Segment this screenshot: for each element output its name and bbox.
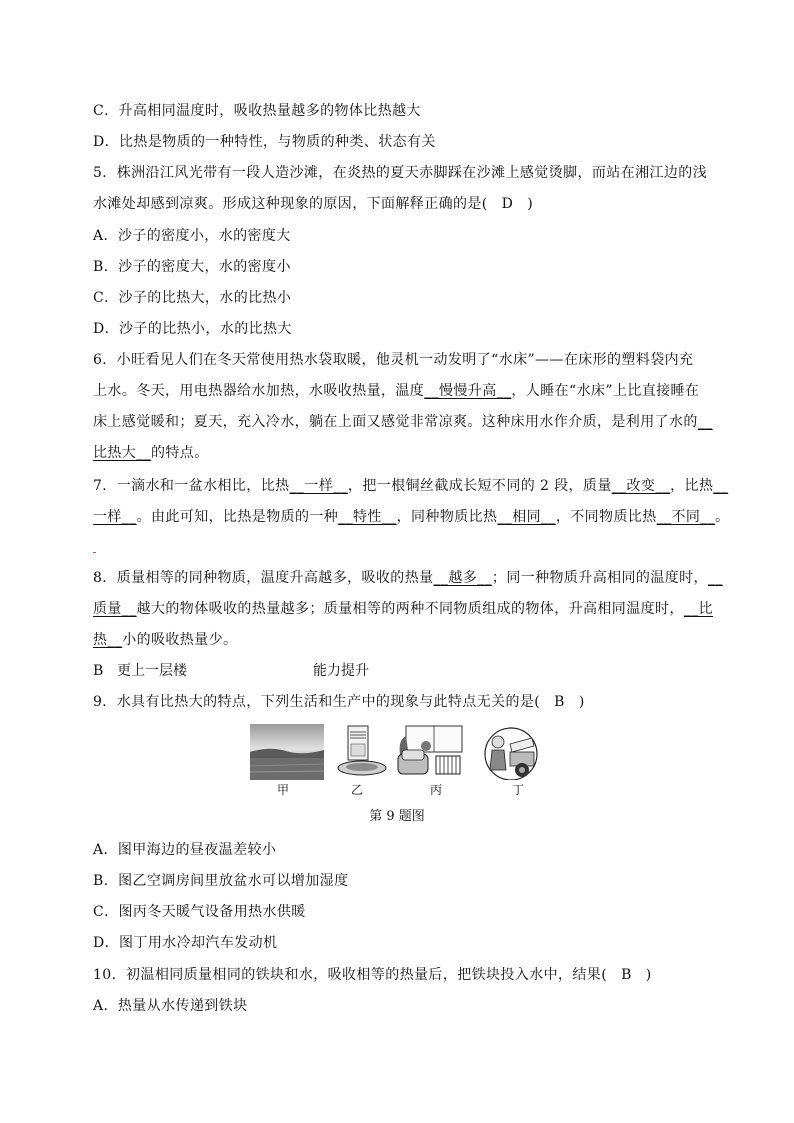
answer-blank: __不同__: [656, 509, 716, 525]
option-b-q5: [93, 257, 705, 277]
text: ，同种物质比热: [396, 509, 498, 525]
text: C．图丙冬天暖气设备用热水供暖: [93, 904, 306, 920]
option-c-q5: [93, 288, 705, 308]
answer-blank: __: [713, 478, 729, 494]
question-5-line-1: [93, 163, 708, 183]
text: ，把一根铜丝截成长短不同的 2 段，质量: [347, 478, 612, 494]
text: 。: [715, 509, 730, 525]
option-d-q4: [93, 132, 705, 152]
figure-label-jia: 甲: [277, 783, 290, 797]
seaside-photo: [250, 724, 324, 780]
answer-q9: B: [554, 694, 565, 710]
text: ；同一种物质升高相同的温度时，: [491, 570, 708, 586]
question-6-line-4: [93, 443, 705, 463]
question-8-line-1: [93, 568, 723, 588]
option-d-q9: [93, 933, 705, 953]
text: 9．水具有比热大的特点，下列生活和生产中的现象与此特点无关的是(: [93, 694, 541, 710]
answer-q10: B: [621, 967, 632, 983]
stray-mark: [93, 552, 96, 553]
air-conditioner-basin-icon: [328, 724, 392, 780]
answer-blank: __改变__: [611, 478, 671, 494]
text: 8．质量相等的同种物质，温度升高越多，吸收的热量: [93, 570, 434, 586]
option-c-q9: [93, 902, 705, 922]
question-9-figures: [250, 724, 550, 784]
option-d-q5: [93, 319, 705, 339]
figure-caption: 第 9 题图: [369, 809, 425, 824]
figure-label-bing: 丙: [430, 783, 443, 797]
answer-blank: 一样__: [93, 509, 137, 525]
question-10: [93, 965, 705, 985]
answer-blank: __: [707, 570, 723, 586]
question-8-line-3: [93, 630, 705, 650]
option-c-q4: [93, 101, 705, 121]
answer-blank: __越多__: [433, 570, 492, 586]
text: B．图乙空调房间里放盆水可以增加湿度: [93, 873, 349, 889]
figure-label-ding: 丁: [512, 783, 525, 797]
answer-blank: __比: [683, 601, 714, 617]
text: 的特点。: [151, 445, 209, 461]
text: C．沙子的比热大，水的比热小: [93, 290, 292, 306]
radiator-room-icon: [396, 724, 466, 780]
figure-label-yi: 乙: [351, 783, 364, 797]
text: 水滩处却感到凉爽。形成这种现象的原因，下面解释正确的是(: [93, 196, 488, 212]
text: 10．初温相同质量相同的铁块和水，吸收相等的热量后，把铁块投入水中，结果(: [93, 967, 608, 983]
option-b-q9: [93, 871, 705, 891]
text: ): [527, 196, 534, 212]
option-a-q10: [93, 996, 705, 1016]
text: ，人睡在“水床”上比直接睡在: [511, 383, 700, 399]
text: 上水。冬天，用电热器给水加热，水吸收热量，温度: [93, 383, 425, 399]
section-title: 更上一层楼: [117, 663, 187, 679]
text: B．沙子的密度大，水的密度小: [93, 259, 291, 275]
answer-blank: __一样__: [289, 478, 348, 494]
text: 6．小旺看见人们在冬天常使用热水袋取暖，他灵机一动发明了“水床”——在床形的塑料袋内充: [93, 352, 694, 368]
text: D．比热是物质的一种特性，与物质的种类、状态有关: [93, 134, 436, 150]
section-letter: B: [93, 663, 104, 679]
answer-blank: 质量__: [93, 601, 137, 617]
option-a-q5: [93, 226, 705, 246]
option-a-q9: [93, 840, 705, 860]
text: C．升高相同温度时，吸收热量越多的物体比热越大: [93, 103, 421, 119]
answer-blank: 热__: [93, 632, 123, 648]
question-7-line-1: [93, 476, 729, 496]
answer-blank: __慢慢升高__: [424, 383, 512, 399]
car-engine-mechanic-icon: [476, 724, 546, 780]
section-subtitle: 能力提升: [313, 663, 369, 679]
text: 床上感觉暖和；夏天，充入冷水，躺在上面又感觉非常凉爽。这种床用水作介质，是利用了水的: [93, 414, 698, 430]
question-6-line-1: [93, 350, 705, 370]
answer-blank: __相同__: [497, 509, 556, 525]
text: 。由此可知，比热是物质的一种: [136, 509, 339, 525]
question-5-line-2: [93, 194, 705, 214]
answer-q5: D: [501, 196, 514, 212]
text: A．图甲海边的昼夜温差较小: [93, 842, 277, 858]
text: D．沙子的比热小，水的比热大: [93, 321, 292, 337]
text: ，不同物质比热: [555, 509, 657, 525]
text: 5．株洲沿江风光带有一段人造沙滩，在炎热的夏天赤脚踩在沙滩上感觉烫脚，而站在湘江边的浅: [93, 165, 708, 181]
question-7-line-2: [93, 507, 730, 527]
text: 越大的物体吸收的热量越多；质量相等的两种不同物质组成的物体，升高相同温度时，: [136, 601, 684, 617]
text: ，比热: [670, 478, 714, 494]
question-8-line-2: [93, 599, 714, 619]
text: A．沙子的密度小，水的密度大: [93, 228, 291, 244]
question-6-line-2: [93, 381, 705, 401]
answer-blank: 比热大__: [93, 445, 151, 461]
text: A．热量从水传递到铁块: [93, 998, 248, 1014]
question-6-line-3: [93, 412, 713, 432]
answer-blank: __: [697, 414, 713, 430]
text: ): [578, 694, 585, 710]
answer-blank: __特性__: [338, 509, 397, 525]
text: D．图丁用水冷却汽车发动机: [93, 935, 278, 951]
text: 小的吸收热量少。: [122, 632, 238, 648]
question-9: [93, 692, 705, 712]
text: ): [645, 967, 652, 983]
text: 7．一滴水和一盆水相比，比热: [93, 478, 290, 494]
